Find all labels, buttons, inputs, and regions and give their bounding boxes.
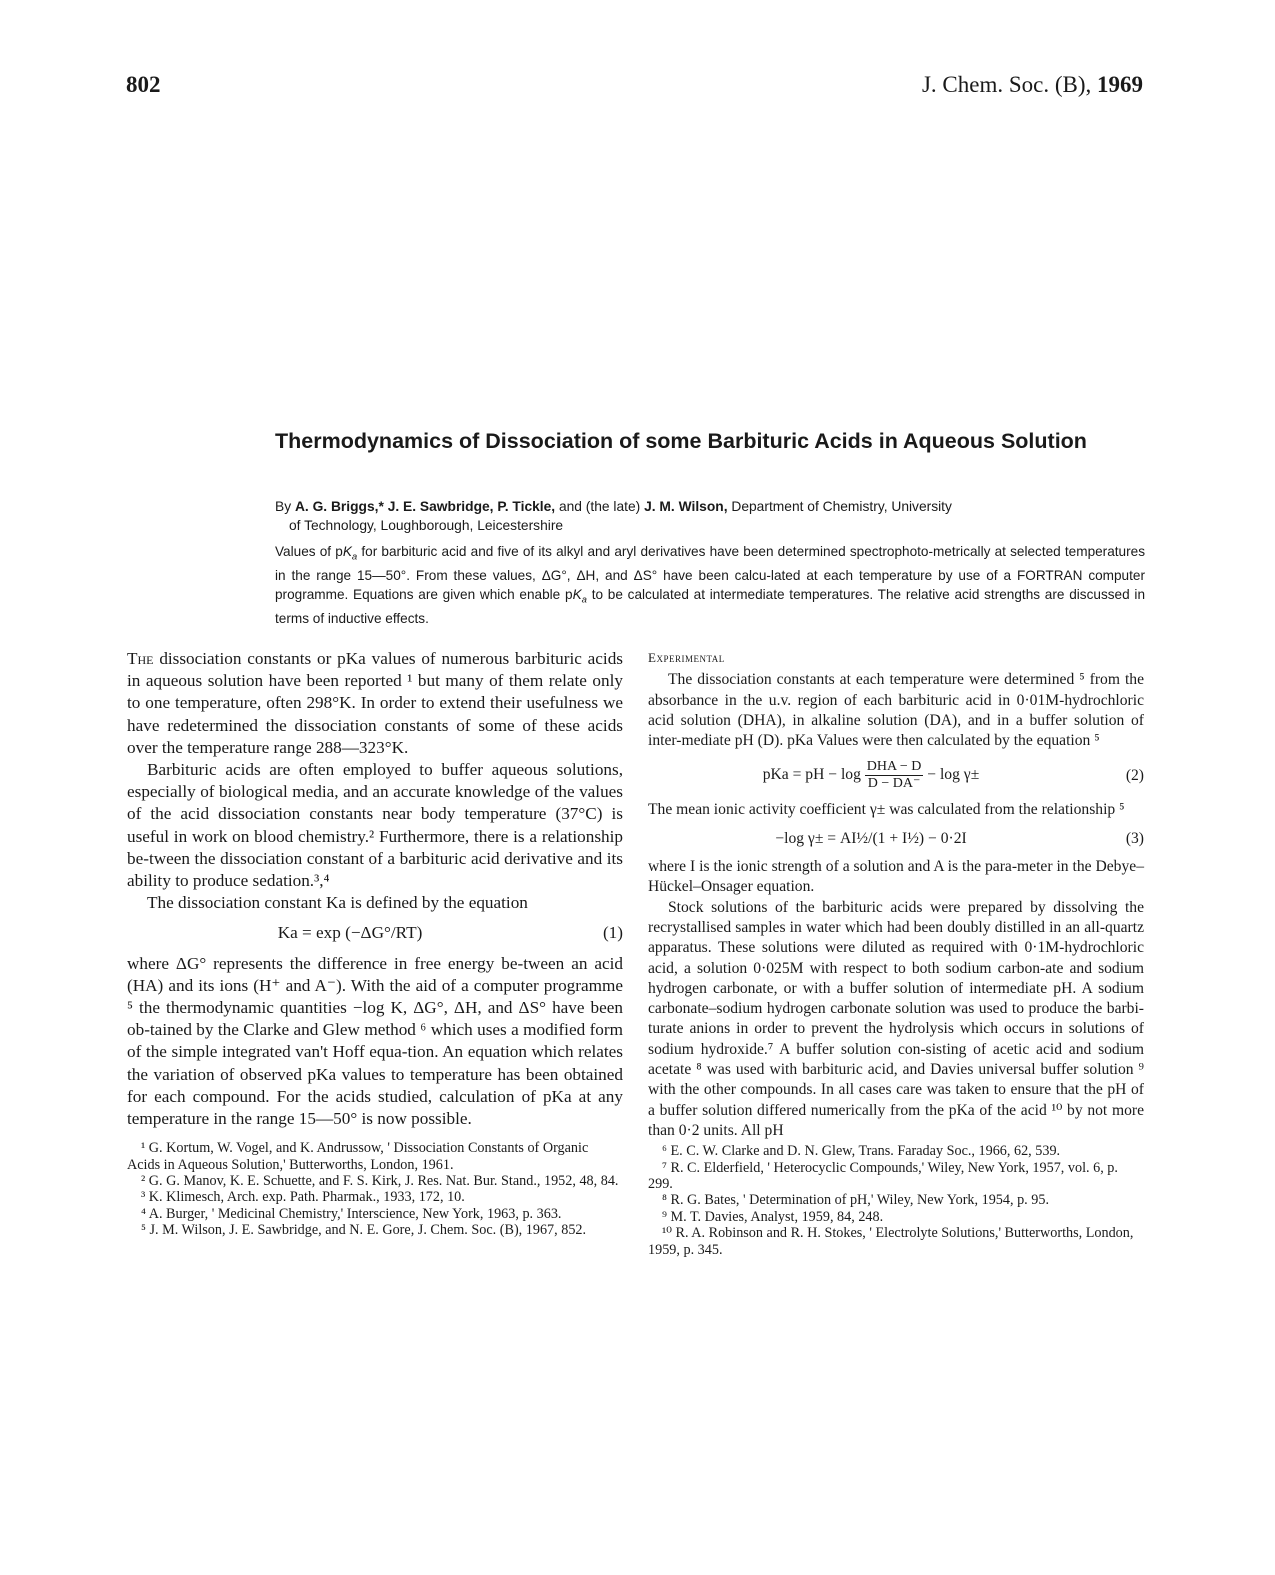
equation-body: Ka = exp (−ΔG°/RT)	[277, 923, 423, 943]
footnote: ² G. G. Manov, K. E. Schuette, and F. S. Kirk, J. Res. Nat. Bur. Stand., 1952, 48, 84.	[141, 1173, 619, 1190]
footnote: ⁹ M. T. Davies, Analyst, 1959, 84, 248.	[662, 1208, 884, 1225]
equation-rhs: − log γ±	[927, 766, 980, 784]
equation-number: (3)	[1125, 829, 1144, 847]
ka-symbol: $K_a$	[342, 544, 358, 563]
paragraph: where I is the ionic strength of a solution and A is the para-meter in the Debye–Hückel–Onsager equation.	[648, 858, 1144, 896]
abstract-part-2: for barbituric acid and five of its alkyl and aryl derivatives have been determined spectrophoto-metrically at selected temperatures in the range 15—50°. From these values, ΔG°, ΔH, and ΔS° have been calcu-lated at each temperature by use of a FORTRAN computer programme. Equations are given which enable p	[275, 544, 1145, 602]
equation-body: −log γ± = AI½/(1 + I½) − 0·2I	[775, 829, 967, 847]
equation-2	[648, 759, 1144, 792]
and-late: and (the late)	[555, 499, 645, 514]
journal-header	[922, 72, 1143, 98]
paragraph: Stock solutions of the barbituric acids were prepared by dissolving the recrystallised samples in water which had been doubly distilled in an all-quartz apparatus. These solutions were diluted as required with 0·1M-hydrochloric acid, a solution 0·025M with respect to both sodium carbon-ate and sodium hydrogen carbonate, or with a buffer solution of intermediate pH. A sodium carbonate–sodium hydrogen carbonate solution was used to produce the barbi-turate anions in order to prevent the hydrolysis which occurs in solutions of sodium hydroxide.⁷ A buffer solution con-sisting of acetic acid and sodium acetate ⁸ was used with barbituric acid, and Davies universal buffer solution ⁹ with the other compounds. In all cases care was taken to ensure that the pH of a buffer solution differed numerically from the pKa of the acid ¹⁰ by not more than 0·2 units. All pH	[648, 898, 1144, 1139]
author-last: J. M. Wilson,	[644, 499, 728, 514]
footnote: ⁴ A. Burger, ' Medicinal Chemistry,' Interscience, New York, 1963, p. 363.	[141, 1205, 562, 1222]
equation-number: (2)	[1125, 766, 1144, 784]
section-heading: Experimental	[648, 650, 725, 665]
equation-lhs: pKa = pH − log	[762, 766, 861, 784]
lead-word: The	[127, 649, 154, 668]
paragraph: Barbituric acids are often employed to buffer aqueous solutions, especially of biological media, and an accurate knowledge of the values of the acid dissociation constants near body temperature (37°C) is useful in work on blood chemistry.² Furthermore, there is a relationship be-tween the dissociation constant of a barbituric acid derivative and its ability to produce sedation.³,⁴	[127, 760, 623, 891]
paragraph	[127, 648, 623, 759]
footnotes	[127, 1140, 623, 1238]
journal-year: 1969	[1097, 72, 1143, 97]
footnote: ¹ G. Kortum, W. Vogel, and K. Andrussow, ' Dissociation Constants of Organic Acids in Aqueous Solution,' Butterworths, London, 1961.	[127, 1140, 589, 1173]
footnote: ⁷ R. C. Elderfield, ' Heterocyclic Compounds,' Wiley, New York, 1957, vol. 6, p. 299.	[648, 1159, 1118, 1193]
paragraph: where ΔG° represents the difference in free energy be-tween an acid (HA) and its ions (H⁺ and A⁻). With the aid of a computer programme ⁵ the thermodynamic quantities −log K, ΔG°, ΔH, and ΔS° have been ob-tained by the Clarke and Glew method ⁶ which uses a modified form of the simple integrated van't Hoff equa-tion. An equation which relates the variation of observed pKa values to temperature has been obtained for each compound. For the acids studied, calculation of pKa at any temperature in the range 15—50° is now possible.	[127, 953, 623, 1129]
equation-1	[127, 922, 623, 944]
paragraph: The mean ionic activity coefficient γ± was calculated from the relationship ⁵	[648, 801, 1125, 819]
denominator: D − DA⁻	[867, 776, 921, 792]
page-number: 802	[126, 72, 161, 97]
equation-3	[648, 829, 1144, 849]
numerator: DHA − D	[866, 759, 922, 775]
by-label: By	[275, 499, 295, 514]
article-title: Thermodynamics of Dissociation of some Barbituric Acids in Aqueous Solution	[275, 429, 1087, 453]
paragraph-text: dissociation constants or pKa values of numerous barbituric acids in aqueous solution have been reported ¹ but many of them relate only to one temperature, often 298°K. In order to extend their usefulness we have redetermined the dissociation constants of some of these acids over the temperature range 288—323°K.	[127, 649, 623, 757]
footnote: ⁸ R. G. Bates, ' Determination of pH,' Wiley, New York, 1954, p. 95.	[662, 1192, 1049, 1209]
paragraph: The dissociation constants at each temperature were determined ⁵ from the absorbance in the u.v. region of each barbituric acid in 0·01M-hydrochloric acid solution (DHA), in alkaline solution (DA), and in a buffer solution of inter-mediate pH (D). pKa Values were then calculated by the equation ⁵	[648, 671, 1144, 750]
journal-name: J. Chem. Soc. (B),	[921, 72, 1097, 97]
fraction	[865, 759, 924, 792]
abstract	[275, 543, 1145, 628]
affiliation-1: Department of Chemistry, University	[727, 499, 952, 514]
equation-body	[648, 759, 1094, 792]
right-column	[648, 648, 1144, 1258]
ka-symbol: $K_a$	[572, 586, 587, 606]
affiliation-2: of Technology, Loughborough, Leicestershire	[289, 518, 564, 533]
footnote: ³ K. Klimesch, Arch. exp. Path. Pharmak., 1933, 172, 10.	[141, 1189, 465, 1206]
abstract-part-3: to be calculated at intermediate temperatures. The relative acid strengths are discussed in terms of inductive effects.	[275, 586, 1145, 626]
equation-number: (1)	[602, 923, 623, 943]
author-block	[275, 497, 1147, 535]
footnotes	[648, 1143, 1144, 1258]
paragraph: The dissociation constant Ka is defined by the equation	[147, 893, 528, 913]
abstract-part-1: Values of p	[275, 544, 343, 559]
left-column	[127, 648, 623, 1239]
footnote: ¹⁰ R. A. Robinson and R. H. Stokes, ' Electrolyte Solutions,' Butterworths, London, 1959, p. 345.	[648, 1225, 1134, 1258]
footnote: ⁶ E. C. W. Clarke and D. N. Glew, Trans. Faraday Soc., 1966, 62, 539.	[662, 1143, 1061, 1160]
author-names: A. G. Briggs,* J. E. Sawbridge, P. Tickle,	[294, 499, 556, 514]
footnote: ⁵ J. M. Wilson, J. E. Sawbridge, and N. E. Gore, J. Chem. Soc. (B), 1967, 852.	[141, 1222, 587, 1239]
